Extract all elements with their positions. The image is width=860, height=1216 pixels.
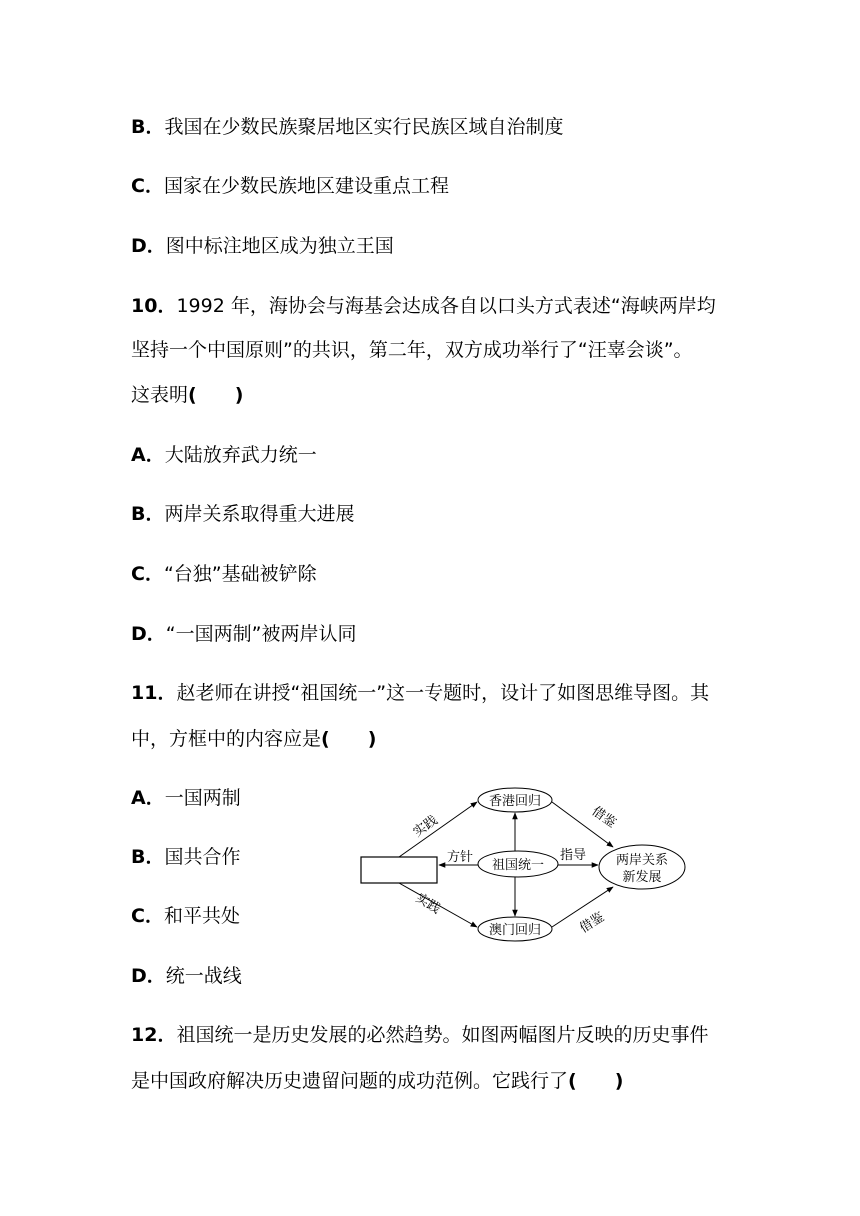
label-borrow-top: 借鉴 [588,803,619,832]
q10-option-a [131,443,317,467]
q9-option-c [131,174,449,198]
q12-stem-line2 [131,1069,623,1093]
option-text: 我国在少数民族聚居地区实行民族区域自治制度 [164,116,564,138]
q9-option-b [131,115,564,139]
option-text: 两岸关系取得重大进展 [164,503,355,525]
label-cross-strait-1: 两岸关系 [615,853,669,868]
option-text: 和平共处 [163,905,240,927]
label-center: 祖国统一 [491,858,545,873]
mind-map-diagram [355,785,695,945]
answer-blank: ( ) [321,728,377,750]
question-number: 12． [131,1024,177,1046]
label-practice-top: 实践 [410,813,441,841]
question-text: 祖国统一是历史发展的必然趋势。如图两幅图片反映的历史事件 [176,1024,709,1046]
question-text: 中，方框中的内容应是 [131,728,322,750]
option-letter: D． [131,623,166,645]
answer-box [361,857,437,883]
option-letter: A． [131,787,165,809]
option-text: 一国两制 [164,787,241,809]
option-text: 图中标注地区成为独立王国 [165,235,394,257]
option-letter: B． [131,116,165,138]
label-borrow-bottom: 借鉴 [577,909,608,937]
question-number: 11． [131,682,177,704]
q10-option-c [131,562,317,586]
q11-option-a [131,786,241,810]
option-letter: B． [131,503,165,525]
q10-option-d [131,622,356,646]
option-text: 国共合作 [164,846,241,868]
option-text: 国家在少数民族地区建设重点工程 [163,175,449,197]
option-letter: D． [131,965,166,987]
q11-stem-line1 [131,681,709,705]
option-letter: D． [131,235,166,257]
q10-stem-line3 [131,383,243,407]
option-text: “一国两制”被两岸认同 [165,623,357,645]
option-letter: C． [131,563,164,585]
q11-option-d [131,964,242,988]
option-letter: B． [131,846,165,868]
question-text: 这表明 [131,384,189,406]
q9-option-d [131,234,394,258]
answer-blank: ( ) [568,1070,624,1092]
q12-stem-line1 [131,1023,708,1047]
q10-option-b [131,502,355,526]
option-letter: C． [131,905,164,927]
label-practice-bottom: 实践 [412,890,443,918]
label-policy: 方针 [447,850,474,865]
question-text: 赵老师在讲授“祖国统一”这一专题时，设计了如图思维导图。其 [176,682,710,704]
label-macau: 澳门回归 [488,923,542,938]
answer-blank: ( ) [188,384,244,406]
option-letter: A． [131,444,165,466]
label-hongkong: 香港回归 [488,794,542,809]
question-number: 10． [131,295,177,317]
option-text: 大陆放弃武力统一 [164,444,317,466]
q10-stem-line2: 坚持一个中国原则”的共识，第二年，双方成功举行了“汪辜会谈”。 [131,339,693,361]
label-guide: 指导 [560,848,587,863]
q11-option-b [131,845,241,869]
option-text: “台独”基础被铲除 [163,563,317,585]
question-text: 是中国政府解决历史遗留问题的成功范例。它践行了 [131,1070,569,1092]
label-cross-strait-2: 新发展 [622,870,662,885]
q11-stem-line2 [131,727,376,751]
question-text: 1992 年，海协会与海基会达成各自以口头方式表述“海峡两岸均 [176,295,716,317]
option-letter: C． [131,175,164,197]
q10-stem-line1 [131,294,716,318]
q11-option-c [131,904,240,928]
option-text: 统一战线 [165,965,242,987]
